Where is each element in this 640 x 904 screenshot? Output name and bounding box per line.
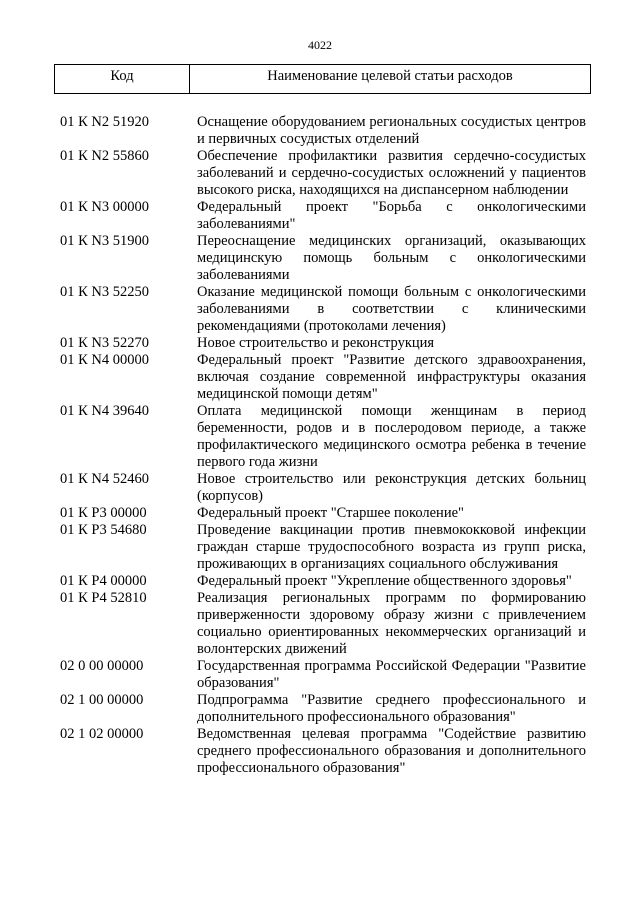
row-code: 01 К N4 00000 (60, 352, 150, 368)
row-code: 02 0 00 00000 (60, 658, 144, 674)
row-code: 01 К N4 52460 (60, 471, 150, 487)
row-name: Ведомственная целевая программа "Содействие развитию среднего профессионального образования и дополнительного профессионального образования" (197, 726, 586, 776)
table-header (54, 64, 591, 94)
row-name: Оснащение оборудованием региональных сосудистых центров и первичных сосудистых отделений (197, 114, 586, 147)
table-row (60, 284, 586, 335)
row-name: Переоснащение медицинских организаций, оказывающих медицинскую помощь больным с онкологическими заболеваниями (197, 233, 586, 283)
table-row (60, 658, 586, 692)
row-code: 01 К Р4 00000 (60, 573, 147, 589)
row-code: 02 1 00 00000 (60, 692, 144, 708)
row-name: Государственная программа Российской Федерации "Развитие образования" (197, 658, 586, 691)
row-code: 01 К Р3 54680 (60, 522, 147, 538)
table-row (60, 590, 586, 658)
row-name: Оказание медицинской помощи больным с онкологическими заболеваниями в соответствии с клиническими рекомендациями (протоколами лечения) (197, 284, 586, 334)
table-row (60, 471, 586, 505)
row-name: Новое строительство или реконструкция детских больниц (корпусов) (197, 471, 586, 504)
table-row (60, 505, 586, 522)
table-row (60, 335, 586, 352)
row-name: Федеральный проект "Развитие детского здравоохранения, включая создание современной инфраструктуры оказания медицинской помощи детям" (197, 352, 586, 402)
table-row (60, 403, 586, 471)
column-header-name: Наименование целевой статьи расходов (267, 68, 513, 84)
table-row (60, 148, 586, 199)
row-name: Проведение вакцинации против пневмококковой инфекции граждан старше трудоспособного возраста из групп риска, проживающих в организациях социального обслуживания (197, 522, 586, 572)
table-row (60, 692, 586, 726)
row-code: 01 К N3 52270 (60, 335, 150, 351)
row-name: Федеральный проект "Борьба с онкологическими заболеваниями" (197, 199, 586, 232)
row-code: 01 К N3 52250 (60, 284, 150, 300)
table-row (60, 199, 586, 233)
row-name: Новое строительство и реконструкция (197, 335, 435, 351)
table-row (60, 726, 586, 777)
table-row (60, 522, 586, 573)
row-name: Подпрограмма "Развитие среднего профессионального и дополнительного профессионального образования" (197, 692, 586, 725)
row-name: Обеспечение профилактики развития сердечно-сосудистых заболеваний и сердечно-сосудистых осложнений у пациентов высокого риска, находящихся на диспансерном наблюдении (197, 148, 586, 198)
row-code: 01 К N2 51920 (60, 114, 150, 130)
row-name: Реализация региональных программ по формированию приверженности здоровому образу жизни с привлечением социально ориентированных некоммерческих организаций и волонтерских движений (197, 590, 586, 657)
table-row (60, 573, 586, 590)
row-code: 01 К N2 55860 (60, 148, 150, 164)
row-code: 01 К N4 39640 (60, 403, 150, 419)
table-body (60, 114, 586, 777)
row-code: 01 К N3 00000 (60, 199, 150, 215)
page-number: 4022 (308, 38, 332, 52)
row-code: 01 К N3 51900 (60, 233, 150, 249)
row-code: 01 К Р4 52810 (60, 590, 147, 606)
row-name: Федеральный проект "Укрепление общественного здоровья" (197, 573, 572, 589)
row-code: 02 1 02 00000 (60, 726, 144, 742)
row-name: Оплата медицинской помощи женщинам в период беременности, родов и в послеродовом периоде, а также профилактического медицинского осмотра ребенка в течение первого года жизни (197, 403, 586, 470)
table-row (60, 114, 586, 148)
column-header-code: Код (55, 65, 190, 93)
row-name: Федеральный проект "Старшее поколение" (197, 505, 464, 521)
row-code: 01 К Р3 00000 (60, 505, 147, 521)
table-row (60, 352, 586, 403)
table-row (60, 233, 586, 284)
